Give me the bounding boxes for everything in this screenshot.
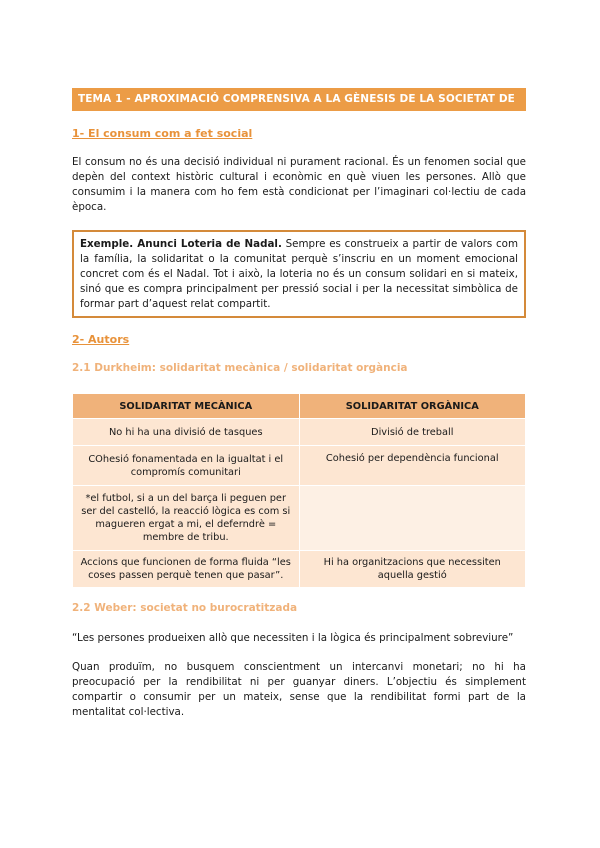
table-row bbox=[73, 551, 526, 588]
table-header-organic: SOLIDARITAT ORGÀNICA bbox=[299, 394, 526, 419]
weber-quote: “Les persones produeixen allò que necessiten i la lògica és principalment sobreviure” bbox=[72, 632, 514, 644]
table-header-mechanical: SOLIDARITAT MECÀNICA bbox=[73, 394, 300, 419]
section-1-paragraph: El consum no és una decisió individual ni purament racional. És un fenomen social que depèn del context històric cultural i econòmic en què viuen les persones. Allò que consumim i la manera com ho fem està condicionat per l’imaginari col·lectiu de cada època. bbox=[72, 156, 526, 213]
example-box bbox=[72, 230, 526, 318]
durkheim-heading: 2.1 Durkheim: solidaritat mecànica / solidaritat orgància bbox=[72, 362, 408, 374]
section-1-heading: 1- El consum com a fet social bbox=[72, 127, 253, 140]
section-2-heading: 2- Autors bbox=[72, 333, 130, 346]
chapter-title: TEMA 1 - APROXIMACIÓ COMPRENSIVA A LA GÈNESIS DE LA SOCIETAT DE MASES bbox=[72, 88, 526, 111]
table-cell: Cohesió per dependència funcional bbox=[299, 446, 526, 486]
table-cell: Accions que funcionen de forma fluida “les coses passen perquè tenen que pasar”. bbox=[73, 551, 300, 588]
table-cell: No hi ha una divisió de tasques bbox=[73, 419, 300, 446]
table-cell: Hi ha organitzacions que necessiten aquella gestió bbox=[299, 551, 526, 588]
table-cell: *el futbol, si a un del barça li peguen per ser del castelló, la reacció lògica es com si magueren ergat a mi, el deferndrè = membre de tribu. bbox=[73, 486, 300, 551]
example-label: Exemple. Anunci Loteria de Nadal. bbox=[80, 238, 282, 250]
table-cell: Divisió de treball bbox=[299, 419, 526, 446]
solidarity-table bbox=[72, 393, 526, 588]
weber-heading: 2.2 Weber: societat no burocratitzada bbox=[72, 602, 298, 614]
table-cell: COhesió fonamentada en la igualtat i el compromís comunitari bbox=[73, 446, 300, 486]
table-row bbox=[73, 446, 526, 486]
example-text: Sempre es construeix a partir de valors com la família, la solidaritat o la comunitat perquè s’inscriu en un moment emocional concret com és el Nadal. Tot i això, la loteria no és un consum solidari en si mateix, sinó que es compra principalment per pressió social i per la necessitat simbòlica de formar part d’aquest relat compartit. bbox=[80, 238, 518, 310]
table-row bbox=[73, 419, 526, 446]
table-cell-empty bbox=[299, 486, 526, 551]
table-row bbox=[73, 486, 526, 551]
section-2-paragraph: Quan produïm, no busquem conscientment un intercanvi monetari; no hi ha preocupació per la rendibilitat ni per guanyar diners. L’objectiu és simplement compartir o consumir per un mateix, sense que la rendibilitat formi part de la mentalitat col·lectiva. bbox=[72, 661, 526, 718]
